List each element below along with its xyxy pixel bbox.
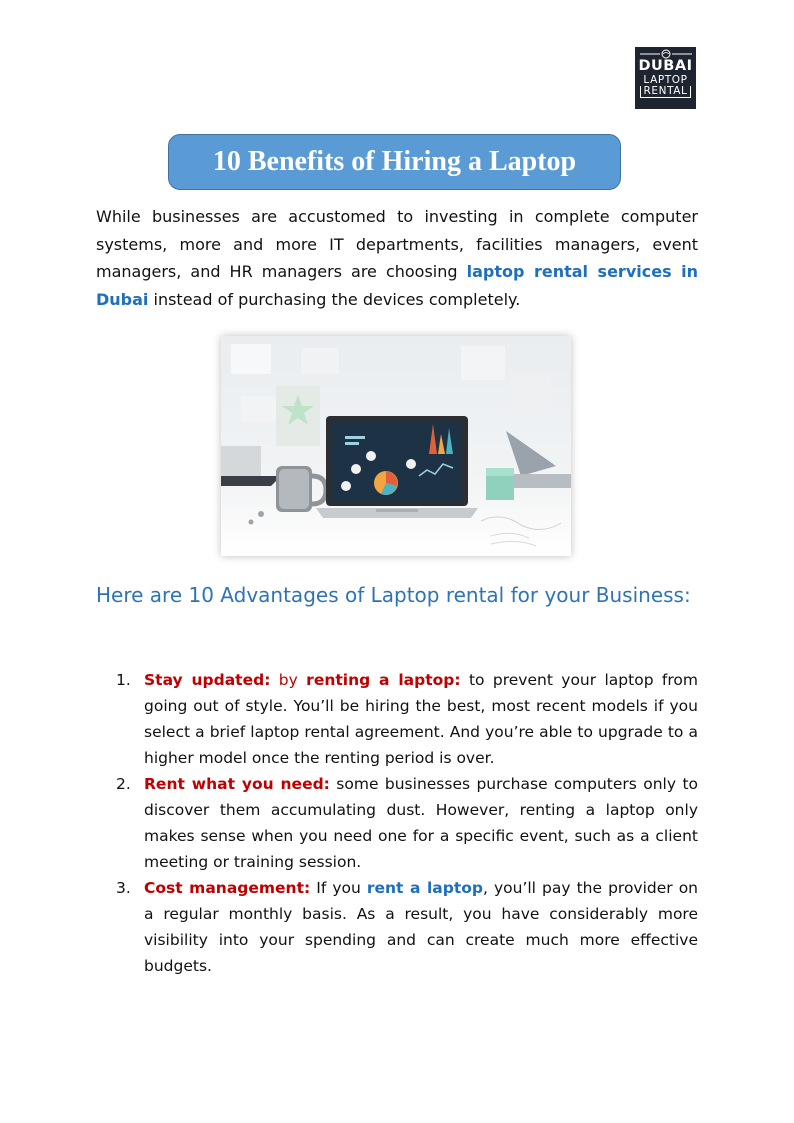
list-lead: Cost management: bbox=[144, 879, 311, 897]
list-number: 1. bbox=[116, 671, 131, 689]
laptop-photo bbox=[221, 336, 571, 556]
list-mid: If you bbox=[310, 879, 367, 897]
keyboard-object bbox=[221, 476, 281, 486]
list-item-2 bbox=[116, 771, 698, 875]
logo-line-2: LAPTOP bbox=[643, 74, 688, 86]
intro-paragraph bbox=[96, 203, 698, 313]
wall-note bbox=[231, 344, 271, 374]
list-lead: Stay updated: bbox=[144, 671, 271, 689]
list-item-3 bbox=[116, 875, 698, 979]
list-number: 3. bbox=[116, 879, 131, 897]
list-lead-2: renting a laptop: bbox=[306, 671, 461, 689]
advantages-list bbox=[116, 667, 698, 979]
list-text: some businesses purchase computers only to discover them accumulating dust. However, renting a laptop only makes sense when you need one for a specific event, such as a client meeting or training session. bbox=[144, 775, 699, 871]
intro-text-before: While businesses are accustomed to investing in complete computer systems, more and more IT departments, facilities managers, event managers, and HR managers are choosing bbox=[96, 207, 698, 281]
rent-a-laptop-link[interactable]: rent a laptop bbox=[366, 879, 483, 897]
brand-logo bbox=[635, 47, 696, 109]
list-number: 2. bbox=[116, 775, 131, 793]
logo-line-3: RENTAL bbox=[640, 86, 690, 98]
list-text: , you’ll pay the provider on a regular monthly basis. As a result, you have considerably more visibility into your spending and can create much more effective budgets. bbox=[144, 879, 699, 975]
intro-text-after: instead of purchasing the devices completely. bbox=[148, 289, 521, 309]
list-item-1 bbox=[116, 667, 698, 771]
logo-line-1: DUBAI bbox=[638, 58, 693, 74]
laptop-screen bbox=[332, 421, 462, 501]
title-banner bbox=[168, 134, 621, 190]
section-heading: Here are 10 Advantages of Laptop rental for your Business: bbox=[96, 583, 691, 607]
laptop-rental-link[interactable]: laptop rental services in Dubai bbox=[96, 262, 698, 309]
list-text: to prevent your laptop from going out of style. You’ll be hiring the best, most recent models if you select a brief laptop rental agreement. And you’re able to upgrade to a higher model once the renting period is over. bbox=[144, 671, 698, 767]
page-title: 10 Benefits of Hiring a Laptop bbox=[212, 146, 577, 177]
list-lead: Rent what you need: bbox=[144, 775, 330, 793]
list-mid: by bbox=[270, 671, 307, 689]
